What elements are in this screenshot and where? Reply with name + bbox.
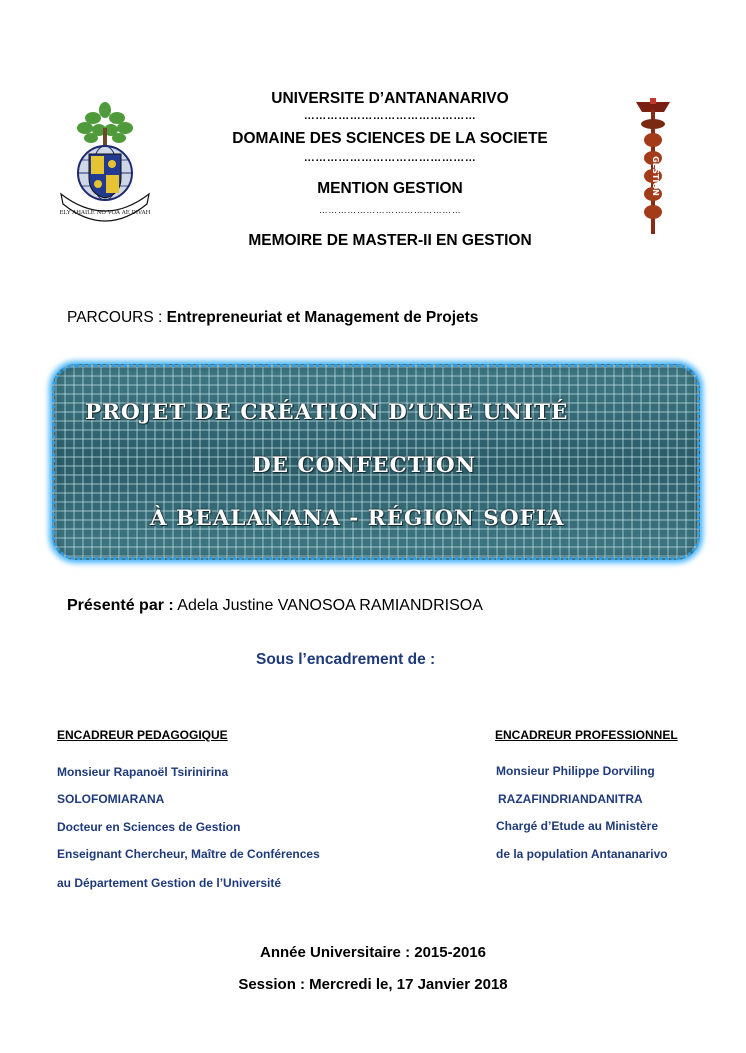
university-emblem-icon [55,98,155,233]
gestion-logo [630,98,676,238]
professional-heading: ENCADREUR PROFESSIONNEL [495,728,678,742]
professional-line: RAZAFINDRIANDANITRA [498,792,643,806]
title-line-3: À BEALANANA - RÉGION SOFIA [150,506,565,531]
memoire-title: MEMOIRE DE MASTER-II EN GESTION [248,232,532,249]
svg-text:GESTION: GESTION [651,156,660,196]
title-line-1: PROJET DE CRÉATION D’UNE UNITÉ [85,400,569,425]
author-name: Adela Justine VANOSOA RAMIANDRISOA [177,597,483,614]
pedagogical-line: SOLOFOMIARANA [57,792,165,806]
gestion-emblem-icon [630,98,676,238]
pedagogical-line: Enseignant Chercheur, Maître de Conférences [57,847,320,861]
pedagogical-line: Docteur en Sciences de Gestion [57,820,241,834]
professional-line: Chargé d’Etude au Ministère [496,819,659,833]
session-date: Session : Mercredi le, 17 Janvier 2018 [238,976,508,993]
pedagogical-line: Monsieur Rapanoël Tsirinirina [57,765,229,779]
parcours-value: Entrepreneuriat et Management de Projets [166,309,479,326]
domain-name: DOMAINE DES SCIENCES DE LA SOCIETE [232,130,548,147]
header-separator: ……………………………………… [303,152,477,164]
presented-label: Présenté par : [67,597,174,614]
academic-year: Année Universitaire : 2015-2016 [260,944,486,961]
header-separator: ……………………………………… [303,110,477,122]
svg-text:ELY AHAILE NO VOA AE DIVAH: ELY AHAILE NO VOA AE DIVAH [59,210,151,216]
pedagogical-line: au Département Gestion de l’Université [57,876,282,890]
header-separator: ……………………………………… [318,205,462,215]
title-line-2: DE CONFECTION [252,453,477,478]
presented-by [67,597,483,615]
supervision-label: Sous l’encadrement de : [256,651,436,668]
parcours-line [67,309,478,327]
parcours-label: PARCOURS : [67,309,163,326]
university-logo [55,98,155,233]
professional-line: de la population Antananarivo [496,847,668,861]
title-banner [52,364,700,560]
mention-name: MENTION GESTION [317,180,463,197]
university-name: UNIVERSITE D’ANTANANARIVO [271,90,509,107]
professional-line: Monsieur Philippe Dorviling [496,764,655,778]
pedagogical-heading: ENCADREUR PEDAGOGIQUE [57,728,228,742]
